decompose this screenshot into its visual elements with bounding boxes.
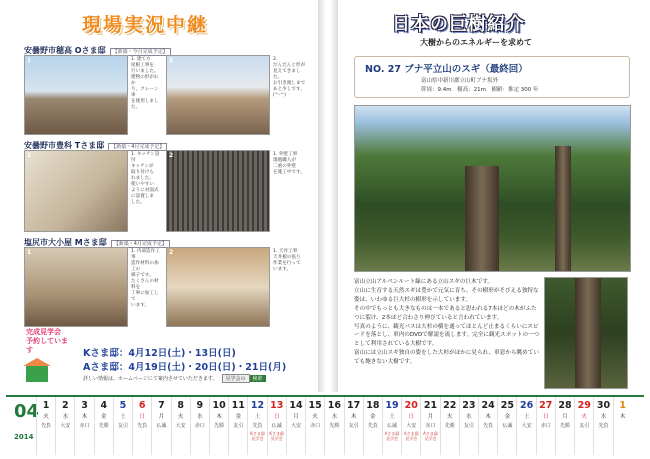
day-rokuyo: 先負 bbox=[252, 423, 263, 429]
calendar-day bbox=[286, 397, 305, 455]
calendar-day bbox=[324, 397, 343, 455]
day-rokuyo: 先負 bbox=[598, 423, 609, 429]
day-number: 25 bbox=[500, 400, 514, 411]
footer-note: 詳しい情報は、ホームページにて案内させていただきます。 見学会の 検索 bbox=[83, 374, 266, 383]
day-rokuyo: 赤口 bbox=[540, 423, 551, 429]
day-number: 1 bbox=[619, 400, 626, 411]
day-number: 21 bbox=[423, 400, 438, 411]
house-icon bbox=[26, 366, 48, 382]
day-number: 28 bbox=[558, 400, 572, 411]
tree-feature-subtitle: 大樹からのエネルギーを求めて bbox=[420, 38, 532, 47]
calendar-day bbox=[478, 397, 497, 455]
day-rokuyo: 先負 bbox=[483, 423, 494, 429]
day-weekday: 土 bbox=[389, 414, 395, 420]
calendar-day bbox=[151, 397, 170, 455]
day-number: 6 bbox=[138, 400, 146, 411]
construction-photo-1a: 1 bbox=[24, 55, 128, 135]
day-weekday: 日 bbox=[543, 414, 549, 420]
day-weekday: 木 bbox=[485, 414, 491, 420]
calendar-day bbox=[171, 397, 190, 455]
day-number: 22 bbox=[443, 400, 457, 411]
day-number: 12 bbox=[250, 400, 265, 411]
photo-note-3b: 1. 天井工事 天井板の張り 作業を行って います。 bbox=[273, 249, 301, 272]
day-rokuyo: 仏滅 bbox=[271, 423, 282, 429]
tree-article: 富山立山アルペンルート線にある立山スギの巨木です。 立山に生育する天然スギは豊かで元気に育ち、その樹形がそびえる独特な姿は、いわゆる巨大杉の樹形を示しています。 その中でもっとも大きなものは一本であると思われる7本ほどの木がふたつに裂け、2本ほど合わさり伸びていると言われています。 写真のように、観光バスは大杉の横を通ってほとんど止まるくらいにスピードを落とし、車内のDVDで解説を流します。完全に観光スポットの一つとして利用されている大樹です。 富山には立山スギ独自の姿をした大杉がほかに見られ、車窓から眺めていても飽きない大樹です。 bbox=[354, 279, 540, 366]
calendar-day bbox=[209, 397, 228, 455]
day-number: 3 bbox=[81, 400, 88, 411]
day-rokuyo: 先負 bbox=[41, 423, 52, 429]
day-weekday: 日 bbox=[273, 414, 280, 420]
day-rokuyo: 大安 bbox=[175, 423, 186, 429]
calendar-day bbox=[363, 397, 382, 455]
tree-name: NO. 27 ブナ平立山のスギ（最終回） bbox=[365, 64, 528, 75]
section-title-3: 塩尻市大小屋 Mさま邸 【新築・4月完成予定】 bbox=[24, 237, 170, 248]
day-number: 1 bbox=[42, 400, 50, 411]
day-weekday: 水 bbox=[331, 414, 338, 420]
calendar-day bbox=[613, 397, 632, 455]
day-weekday: 日 bbox=[139, 414, 145, 420]
calendar-day bbox=[382, 397, 401, 455]
calendar-days bbox=[36, 397, 632, 455]
construction-photo-2b: 2 bbox=[166, 150, 270, 232]
construction-photo-3b: 2 bbox=[166, 247, 270, 327]
left-page bbox=[8, 0, 315, 392]
calendar-day bbox=[344, 397, 363, 455]
calendar-day bbox=[536, 397, 555, 455]
day-number: 14 bbox=[289, 400, 303, 411]
page-spine bbox=[318, 0, 338, 392]
day-number: 16 bbox=[327, 400, 341, 411]
day-number: 19 bbox=[385, 400, 399, 411]
day-number: 4 bbox=[100, 400, 108, 411]
day-weekday: 月 bbox=[427, 414, 434, 420]
day-number: 8 bbox=[177, 400, 184, 411]
left-headline: 現場実況中継 bbox=[82, 14, 209, 36]
day-rokuyo: 友引 bbox=[463, 423, 474, 429]
day-number: 27 bbox=[539, 400, 553, 411]
day-number: 13 bbox=[270, 400, 284, 411]
calendar-day bbox=[401, 397, 420, 455]
day-weekday: 木 bbox=[619, 414, 626, 420]
day-weekday: 水 bbox=[600, 414, 607, 420]
day-event: Kさま邸見学会 bbox=[269, 431, 285, 441]
calendar-day bbox=[247, 397, 266, 455]
day-number: 5 bbox=[119, 400, 127, 411]
day-weekday: 水 bbox=[466, 414, 472, 420]
section-tag-3: 【新築・4月完成予定】 bbox=[111, 240, 170, 248]
right-page bbox=[340, 0, 642, 392]
day-weekday: 火 bbox=[581, 414, 587, 420]
calendar-day bbox=[74, 397, 93, 455]
day-weekday: 金 bbox=[235, 414, 242, 420]
open-house-badge: 完成見学会 予約しています bbox=[26, 328, 68, 354]
day-number: 30 bbox=[596, 400, 611, 411]
day-number: 20 bbox=[404, 400, 418, 411]
tree-specs: 幹周：9.4m 樹高：21m 樹齢：推定 300 年 bbox=[421, 87, 539, 93]
day-rokuyo: 先勝 bbox=[214, 423, 225, 429]
tree-trunk bbox=[465, 166, 499, 272]
day-weekday: 木 bbox=[81, 414, 88, 420]
calendar-day bbox=[94, 397, 113, 455]
calendar-day bbox=[55, 397, 74, 455]
day-event: Kさま邸見学会 bbox=[250, 431, 265, 441]
calendar-day bbox=[132, 397, 151, 455]
search-button[interactable]: 検索 bbox=[250, 375, 266, 382]
calendar-day bbox=[190, 397, 209, 455]
calendar bbox=[6, 395, 644, 455]
calendar-month: 04 bbox=[14, 401, 40, 422]
day-event: Aさま邸見学会 bbox=[403, 431, 419, 441]
day-rokuyo: 赤口 bbox=[194, 423, 205, 429]
day-weekday: 火 bbox=[312, 414, 318, 420]
day-weekday: 土 bbox=[120, 414, 126, 420]
day-rokuyo: 先勝 bbox=[444, 423, 455, 429]
day-weekday: 火 bbox=[177, 414, 184, 420]
calendar-day bbox=[113, 397, 132, 455]
day-rokuyo: 先負 bbox=[367, 423, 378, 429]
tree-info-box bbox=[354, 56, 630, 98]
photo-note-1b: 2. だんだんと形が 見えてきました。 お引き渡しまで あと少しです。 (^-^) bbox=[273, 57, 306, 98]
day-rokuyo: 仏滅 bbox=[387, 423, 398, 429]
day-weekday: 金 bbox=[101, 414, 107, 420]
day-rokuyo: 赤口 bbox=[310, 423, 321, 429]
tree-feature-title: 日本の巨樹紹介 bbox=[392, 14, 525, 35]
calendar-day bbox=[516, 397, 535, 455]
schedule-a: Aさま邸：4月19日(土)・20日(日)・21日(月) bbox=[83, 362, 287, 373]
day-weekday: 金 bbox=[370, 414, 376, 420]
search-box[interactable]: 見学会の bbox=[222, 374, 250, 383]
photo-note-1a: 1. 建て方 屋根工事を 行いました。 建物の形がわか り、クレーン車 を使用しまし た。 bbox=[131, 57, 159, 110]
day-event: Aさま邸見学会 bbox=[384, 431, 400, 441]
day-weekday: 水 bbox=[62, 414, 69, 420]
day-weekday: 水 bbox=[197, 414, 203, 420]
calendar-day bbox=[459, 397, 478, 455]
day-number: 10 bbox=[212, 400, 226, 411]
section-tag-2: 【新築・4月完成予定】 bbox=[108, 143, 167, 151]
day-rokuyo: 大安 bbox=[521, 423, 532, 429]
day-rokuyo: 大安 bbox=[290, 423, 301, 429]
photo-note-2a: 1. キッチン設付 キッチンが 取り付けら れました。 使いやすい ように対面式 に設置しま した。 bbox=[131, 152, 160, 205]
schedule-k: Kさま邸：4月12日(土)・13日(日) bbox=[83, 348, 236, 359]
tree-address: 富山県中新川郡立山町ブナ坂外 bbox=[421, 78, 499, 84]
day-rokuyo: 仏滅 bbox=[502, 423, 513, 429]
day-rokuyo: 赤口 bbox=[425, 423, 436, 429]
day-weekday: 木 bbox=[350, 414, 357, 420]
calendar-day bbox=[440, 397, 459, 455]
day-weekday: 土 bbox=[254, 414, 261, 420]
day-number: 9 bbox=[196, 400, 204, 411]
calendar-day bbox=[36, 397, 55, 455]
day-number: 24 bbox=[481, 400, 495, 411]
day-rokuyo: 先勝 bbox=[329, 423, 340, 429]
calendar-day bbox=[267, 397, 286, 455]
day-number: 7 bbox=[158, 400, 165, 411]
day-rokuyo: 先負 bbox=[137, 423, 148, 429]
day-weekday: 土 bbox=[523, 414, 530, 420]
day-weekday: 日 bbox=[408, 414, 415, 420]
day-weekday: 火 bbox=[43, 414, 49, 420]
day-rokuyo: 友引 bbox=[348, 423, 359, 429]
calendar-day bbox=[497, 397, 516, 455]
day-number: 26 bbox=[519, 400, 534, 411]
calendar-day bbox=[228, 397, 247, 455]
tree-photo-trunk bbox=[544, 277, 628, 389]
day-weekday: 金 bbox=[504, 414, 511, 420]
section-title-1: 安曇野市穂高 Oさま邸 【新築・今月完成予定】 bbox=[24, 45, 171, 56]
day-weekday: 木 bbox=[216, 414, 222, 420]
day-weekday: 月 bbox=[293, 414, 299, 420]
day-rokuyo: 先勝 bbox=[98, 423, 109, 429]
day-rokuyo: 大安 bbox=[406, 423, 417, 429]
calendar-day bbox=[420, 397, 439, 455]
day-number: 15 bbox=[308, 400, 322, 411]
photo-note-3a: 1. 内部造作工事 造作材料の加工の 様子です。 たくさんの材料を 丁寧に加工して います。 bbox=[131, 249, 160, 308]
section-tag-1: 【新築・今月完成予定】 bbox=[110, 48, 171, 56]
calendar-day bbox=[555, 397, 574, 455]
day-rokuyo: 大安 bbox=[60, 423, 71, 429]
day-number: 11 bbox=[231, 400, 245, 411]
day-rokuyo: 仏滅 bbox=[156, 423, 167, 429]
day-number: 17 bbox=[346, 400, 361, 411]
day-number: 18 bbox=[366, 400, 380, 411]
day-rokuyo: 赤口 bbox=[79, 423, 90, 429]
construction-photo-3a: 1 bbox=[24, 247, 128, 327]
section-title-2: 安曇野市豊科 Tさま邸 【新築・4月完成予定】 bbox=[24, 140, 167, 151]
day-rokuyo: 友引 bbox=[233, 423, 244, 429]
day-rokuyo: 先勝 bbox=[560, 423, 571, 429]
day-rokuyo: 友引 bbox=[117, 423, 128, 429]
calendar-day bbox=[574, 397, 593, 455]
day-number: 2 bbox=[62, 400, 69, 411]
tree-photo-main bbox=[354, 105, 631, 272]
calendar-day bbox=[305, 397, 324, 455]
day-number: 29 bbox=[577, 400, 591, 411]
calendar-year: 2014 bbox=[14, 433, 34, 441]
day-weekday: 火 bbox=[446, 414, 453, 420]
tree-trunk-2 bbox=[555, 146, 571, 272]
photo-note-2b: 1. 外壁工事 現地職人が 二重の外壁 を施工中です。 bbox=[273, 152, 305, 175]
calendar-day bbox=[593, 397, 612, 455]
day-number: 23 bbox=[462, 400, 476, 411]
day-event: Aさま邸見学会 bbox=[423, 431, 438, 441]
day-rokuyo: 友引 bbox=[579, 423, 590, 429]
day-weekday: 月 bbox=[158, 414, 165, 420]
construction-photo-2a: 1 bbox=[24, 150, 128, 232]
construction-photo-1b: 2 bbox=[166, 55, 270, 135]
day-weekday: 月 bbox=[562, 414, 568, 420]
